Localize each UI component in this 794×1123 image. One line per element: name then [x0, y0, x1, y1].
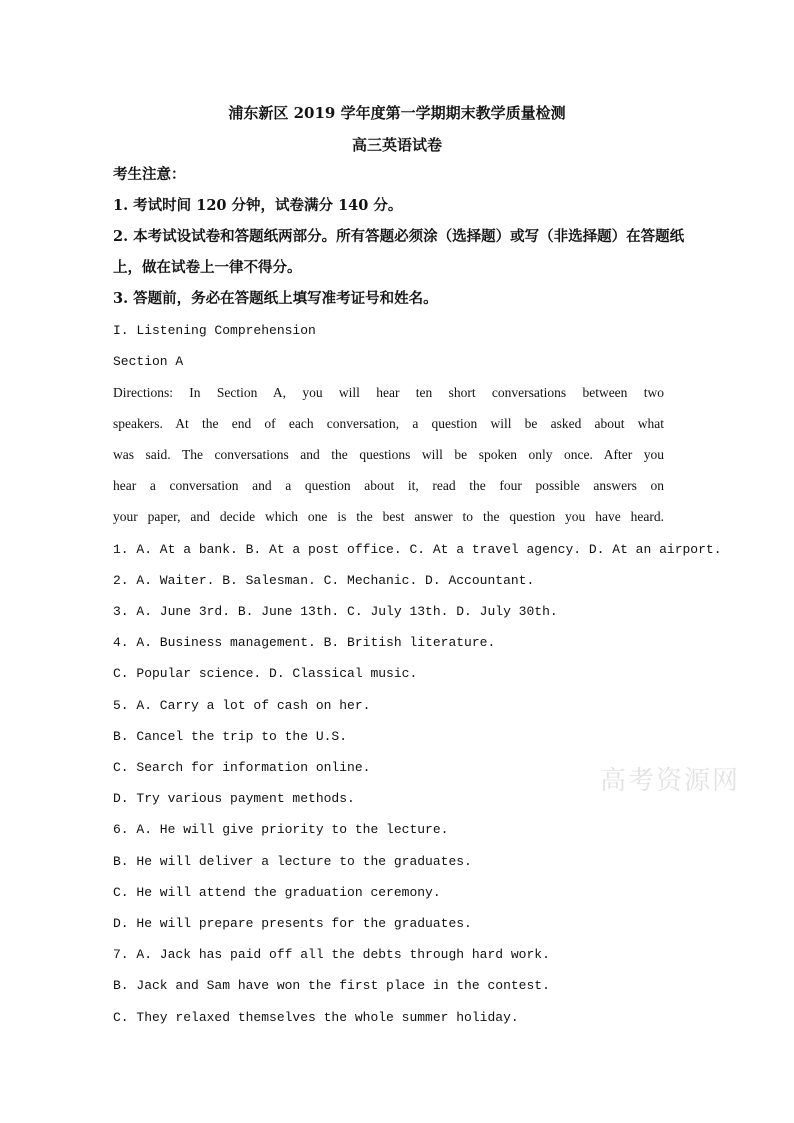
directions-line: hear a conversation and a question about it, read the four possible answers on	[113, 478, 664, 493]
question-line: C. They relaxed themselves the whole summer holiday.	[113, 1010, 519, 1025]
question-line: 1. A. At a bank. B. At a post office. C. At a travel agency. D. At an airport.	[113, 542, 722, 557]
question-line: D. Try various payment methods.	[113, 791, 355, 806]
question-line: B. Jack and Sam have won the first place in the contest.	[113, 978, 550, 993]
question-line: 3. A. June 3rd. B. June 13th. C. July 13th. D. July 30th.	[113, 604, 558, 619]
question-line: B. Cancel the trip to the U.S.	[113, 729, 348, 744]
section-heading: Section A	[113, 354, 184, 369]
directions-line: Directions: In Section A, you will hear ten short conversations between two	[113, 385, 664, 400]
notice-item: 上，做在试卷上一律不得分。	[113, 259, 302, 276]
notice-item: 3. 答题前，务必在答题纸上填写准考证号和姓名。	[113, 290, 438, 307]
question-line: B. He will deliver a lecture to the graduates.	[113, 854, 472, 869]
exam-title: 浦东新区 2019 学年度第一学期期末教学质量检测	[228, 104, 566, 122]
directions-line: speakers. At the end of each conversation, a question will be asked about what	[113, 416, 664, 431]
notice-heading: 考生注意：	[113, 166, 186, 183]
directions-line: your paper, and decide which one is the best answer to the question you have heard.	[113, 509, 664, 524]
question-line: 7. A. Jack has paid off all the debts through hard work.	[113, 947, 550, 962]
question-line: 2. A. Waiter. B. Salesman. C. Mechanic. D. Accountant.	[113, 573, 535, 588]
watermark: 高考资源网	[600, 766, 741, 796]
exam-subtitle: 高三英语试卷	[351, 136, 442, 154]
question-line: C. He will attend the graduation ceremony.	[113, 885, 441, 900]
question-line: D. He will prepare presents for the graduates.	[113, 916, 472, 931]
question-line: 4. A. Business management. B. British literature.	[113, 635, 496, 650]
question-line: 5. A. Carry a lot of cash on her.	[113, 698, 371, 713]
notice-item: 2. 本考试设试卷和答题纸两部分。所有答题必须涂（选择题）或写（非选择题）在答题纸	[113, 228, 685, 245]
directions-line: was said. The conversations and the questions will be spoken only once. After you	[113, 447, 664, 462]
question-line: C. Popular science. D. Classical music.	[113, 666, 418, 681]
notice-item: 1. 考试时间 120 分钟，试卷满分 140 分。	[113, 197, 403, 214]
part-heading: I. Listening Comprehension	[113, 323, 316, 338]
question-line: C. Search for information online.	[113, 760, 371, 775]
question-line: 6. A. He will give priority to the lecture.	[113, 822, 449, 837]
